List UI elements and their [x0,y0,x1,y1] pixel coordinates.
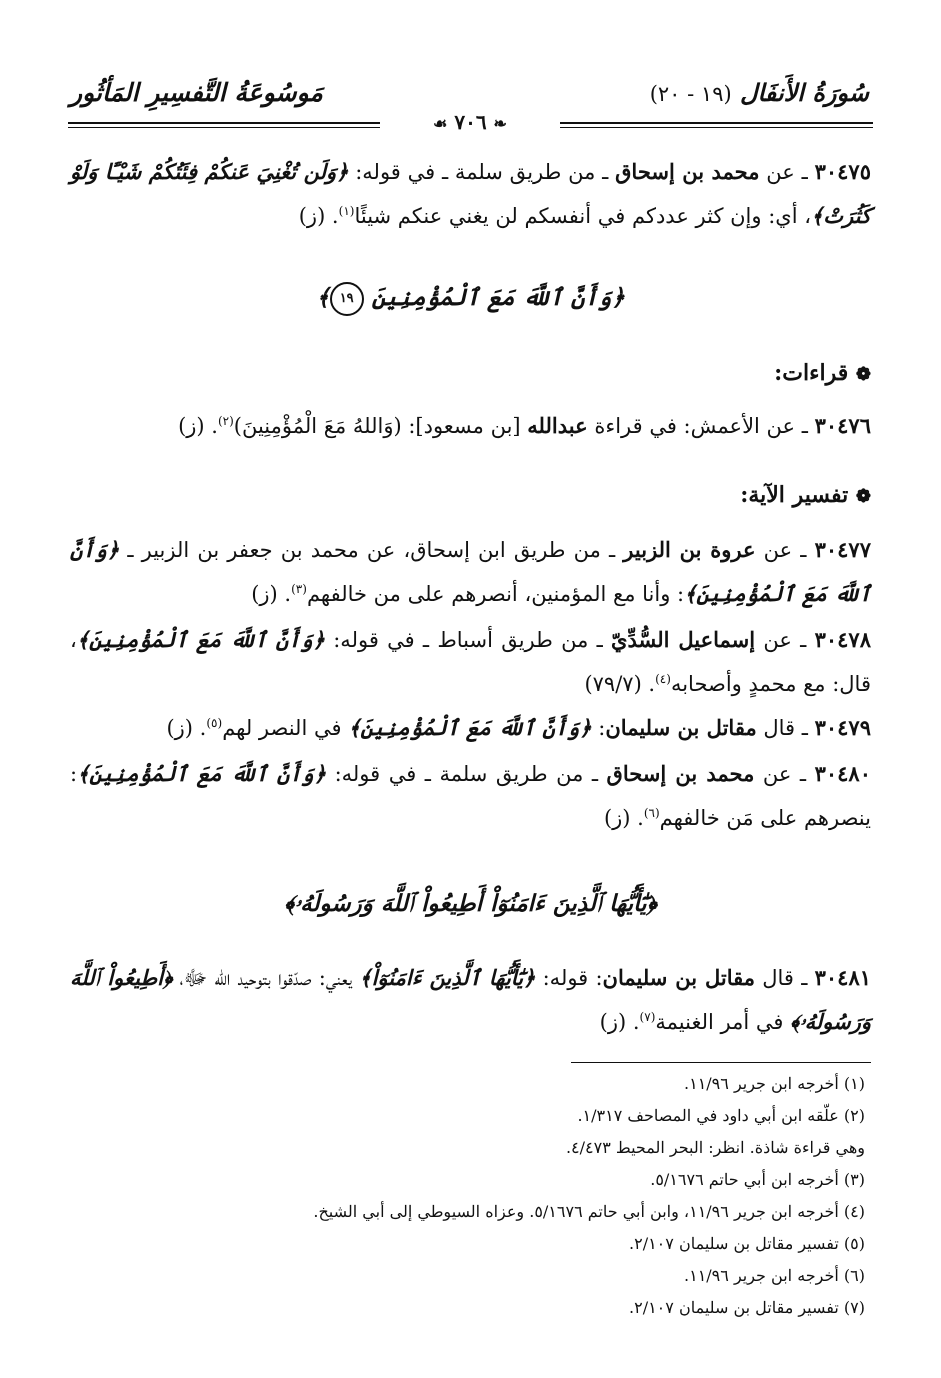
quran-quote: ﴿يَٰٓأَيُّهَا ٱلَّذِينَ ءَامَنُوٓاْ﴾ [359,965,536,990]
section-heading-tafsir [740,482,871,508]
ayah-close-bracket: ﴾ [316,284,330,311]
narrator-name: إسماعيل السُّدِّيّ [611,627,756,652]
text: [بن مسعود]: (وَاللهُ مَعَ الْمُؤْمِنِينَ) [233,414,528,438]
footnote-7: (٧) تفسير مقاتل بن سليمان ٢/١٠٧. [629,1298,865,1317]
page-number [380,110,560,134]
text: ـ عن الأعمش: في قراءة [587,414,808,438]
text: . (ز) [298,204,339,228]
footnote-4: (٤) أخرجه ابن جرير ١١/٩٦، وابن أبي حاتم ٥/١٦٧٦. وعزاه السيوطي إلى أبي الشيخ. [313,1202,865,1221]
narrator-name: عبدالله [527,413,588,438]
quran-quote: ﴿وَأَنَّ ٱللَّهَ مَعَ ٱلْمُؤْمِنِينَ﴾ [70,537,871,606]
text: . (ز) [603,806,644,830]
text: . (ز) [599,1010,640,1034]
footnote-ref[interactable]: (٣) [291,582,307,596]
text: في النصر لهم [222,716,349,740]
footnote-5: (٥) تفسير مقاتل بن سليمان ٢/١٠٧. [629,1234,865,1253]
footnote-ref[interactable]: (٢) [217,414,234,428]
text: ، أي: وإن كثر عددكم في أنفسكم لن يغني عنكم شيئًا [354,204,811,228]
text: ـ عن [759,160,808,184]
ayah-number-medallion: ١٩ [330,282,364,316]
narrator-name: محمد بن إسحاق [606,761,755,786]
text: ، قال: مع محمدٍ وأصحابه [70,628,871,696]
text: . (ز) [251,582,292,606]
text: ـ عن [755,628,807,652]
ornament-icon: ☙ [433,114,448,133]
narration-30477 [70,528,871,616]
ayah-heading-19 [70,282,871,316]
footnote-ref[interactable]: (٦) [643,806,660,820]
surah-title: سُورَةُ الأَنفَال [740,78,869,107]
text: ـ من طريق ابن إسحاق، عن محمد بن جعفر بن الزبير ـ [119,538,624,562]
footnote-6: (٦) أخرجه ابن جرير ١١/٩٦. [684,1266,865,1285]
ornament-icon: ❧ [493,114,507,133]
narration-number: ٣٠٤٧٨ [814,627,871,652]
section-heading-qiraat [774,360,871,386]
narrator-name: مقاتل بن سليمان [602,965,756,990]
narrator-name: محمد بن إسحاق [615,159,760,184]
ayah-heading-20 [70,890,871,917]
footnote-ref[interactable]: (٧) [639,1010,656,1024]
narration-number: ٣٠٤٧٩ [814,715,871,740]
narration-number: ٣٠٤٧٥ [814,159,871,184]
narration-number: ٣٠٤٨١ [814,965,872,990]
text: : ينصرهم على مَن خالفهم [70,762,871,830]
footnote-ref[interactable]: (١) [338,204,355,218]
text: . (ز) [178,414,218,438]
text: ـ قال [756,716,808,740]
quran-quote: ﴿وَلَن تُغْنِيَ عَنكُمْ فِئَتُكُمْ شَيْـًٔا وَلَوْ كَثُرَتْ﴾ [70,159,871,228]
quran-quote: ﴿أَطِيعُواْ ٱللَّهَ وَرَسُولَهُۥ﴾ [70,965,871,1034]
narrator-name: عروة بن الزبير [623,537,756,562]
narration-30478 [70,618,871,706]
text: . (ز) [166,716,207,740]
running-header-surah [650,78,869,107]
ayah-text: ﴿وَأَنَّ ٱللَّهَ مَعَ ٱلْمُؤْمِنِينَ [371,284,625,311]
ayah-text: ﴿يَٰٓأَيُّهَا ٱلَّذِينَ ءَامَنُوٓاْ أَطِيعُواْ ٱللَّهَ وَرَسُولَهُۥ﴾ [284,890,657,917]
text: ـ قال [755,966,808,990]
quran-quote: ﴿وَأَنَّ ٱللَّهَ مَعَ ٱلْمُؤْمِنِينَ﴾ [77,761,327,786]
section-label: تفسير الآية: [740,482,849,508]
footnote-3: (٣) أخرجه ابن أبي حاتم ٥/١٦٧٦. [650,1170,865,1189]
book-title: مَوسُوعَةُ التَّفسِيرِ المَأثُور [70,78,323,107]
footnote-ref[interactable]: (٤) [655,672,671,686]
text: يعني: صدّقوا بتوحيد الله ﷻ، [172,966,360,990]
text: : [591,716,606,740]
footnote-separator [571,1062,871,1063]
footnote-2: (٢) علّقه ابن أبي داود في المصاحف ١/٣١٧. [577,1106,865,1125]
narration-number: ٣٠٤٨٠ [814,761,871,786]
text: ـ من طريق سلمة ـ في قوله: [348,160,616,184]
text: ـ عن [754,762,807,786]
footnote-2-note: وهي قراءة شاذة. انظر: البحر المحيط ٤/٤٧٣. [565,1138,865,1157]
text: ـ من طريق سلمة ـ في قوله: [326,762,607,786]
footnote-ref[interactable]: (٥) [206,716,223,730]
text: . (٧٩/٧) [584,672,656,696]
footnote-1: (١) أخرجه ابن جرير ١١/٩٦. [684,1074,865,1093]
narration-number: ٣٠٤٧٦ [814,413,871,438]
quran-quote: ﴿وَأَنَّ ٱللَّهَ مَعَ ٱلْمُؤْمِنِينَ﴾ [76,627,325,652]
section-label: قراءات: [774,360,849,386]
text: ـ من طريق أسباط ـ في قوله: [324,628,612,652]
quran-quote: ﴿وَأَنَّ ٱللَّهَ مَعَ ٱلْمُؤْمِنِينَ﴾ [348,715,592,740]
narrator-name: مقاتل بن سليمان [605,715,757,740]
page-number-text: ٧٠٦ [454,110,487,134]
narration-30476 [70,404,871,448]
text: ـ عن [755,538,807,562]
flower-icon: ❁ [855,486,871,507]
verse-range: (١٩ - ٢٠) [649,82,732,106]
narration-30479 [70,706,871,750]
flower-icon: ❁ [855,364,871,385]
narration-30475 [70,150,871,238]
text: : وأنا مع المؤمنين، أنصرهم على من خالفهم [306,582,685,606]
text: : قوله: [535,966,603,990]
narration-30480 [70,752,871,840]
text: في أمر الغنيمة [655,1010,791,1034]
narration-30481 [70,956,871,1044]
narration-number: ٣٠٤٧٧ [814,537,871,562]
